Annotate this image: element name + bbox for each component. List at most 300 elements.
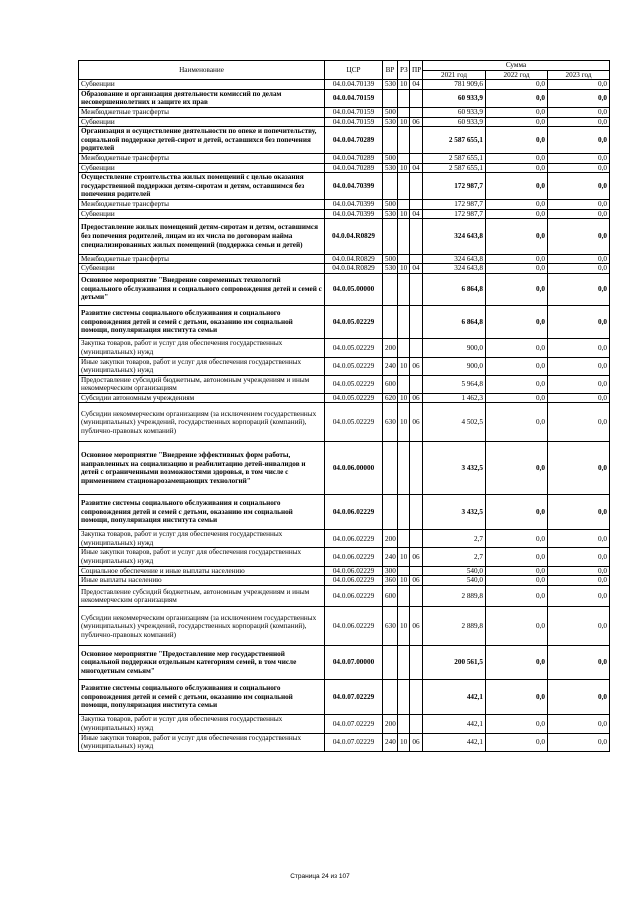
table-row xyxy=(79,530,610,548)
row-sum-2021: 442,1 xyxy=(423,679,486,714)
row-sum-2023: 0,0 xyxy=(548,576,610,586)
row-rz xyxy=(398,375,410,393)
row-sum-2023: 0,0 xyxy=(548,357,610,375)
row-rz xyxy=(398,566,410,576)
row-sum-2023: 0,0 xyxy=(548,715,610,733)
row-csr: 04.0.04.70289 xyxy=(325,127,383,154)
row-csr: 04.0.06.02229 xyxy=(325,530,383,548)
row-sum-2023: 0,0 xyxy=(548,117,610,127)
row-vr: 200 xyxy=(383,530,398,548)
header-csr: ЦСР xyxy=(325,61,383,80)
row-sum-2022: 0,0 xyxy=(486,117,548,127)
row-pr xyxy=(410,219,423,254)
row-sum-2023: 0,0 xyxy=(548,219,610,254)
row-sum-2021: 3 432,5 xyxy=(423,442,486,495)
header-vr: ВР xyxy=(383,61,398,80)
row-vr: 530 xyxy=(383,80,398,90)
header-year-2023: 2023 год xyxy=(548,70,610,80)
row-pr xyxy=(410,646,423,680)
row-rz: 10 xyxy=(398,80,410,90)
row-name: Образование и организация деятельности комиссий по делам несовершеннолетних и защите их прав xyxy=(79,89,325,107)
row-csr: 04.0.05.02229 xyxy=(325,403,383,442)
row-sum-2023: 0,0 xyxy=(548,264,610,274)
table-row xyxy=(79,566,610,576)
row-pr xyxy=(410,153,423,163)
row-rz: 10 xyxy=(398,393,410,403)
row-vr: 620 xyxy=(383,393,398,403)
row-name: Развитие системы социального обслуживания и социального сопровождения детей и семей с детьми, оказанию им социальной помощи, популяризация института семьи xyxy=(79,305,325,339)
row-rz xyxy=(398,219,410,254)
table-row xyxy=(79,219,610,254)
row-name: Межбюджетные трансферты xyxy=(79,199,325,209)
row-sum-2022: 0,0 xyxy=(486,209,548,219)
row-pr xyxy=(410,254,423,264)
row-rz: 10 xyxy=(398,163,410,173)
row-rz xyxy=(398,442,410,495)
row-sum-2023: 0,0 xyxy=(548,305,610,339)
row-sum-2021: 172 987,7 xyxy=(423,209,486,219)
row-sum-2023: 0,0 xyxy=(548,566,610,576)
row-sum-2021: 60 933,9 xyxy=(423,89,486,107)
row-rz xyxy=(398,494,410,529)
row-csr: 04.0.07.02229 xyxy=(325,715,383,733)
row-sum-2022: 0,0 xyxy=(486,89,548,107)
row-rz: 10 xyxy=(398,264,410,274)
row-sum-2022: 0,0 xyxy=(486,646,548,680)
table-row xyxy=(79,607,610,646)
row-sum-2021: 172 987,7 xyxy=(423,199,486,209)
row-name: Межбюджетные трансферты xyxy=(79,254,325,264)
row-rz xyxy=(398,173,410,200)
row-vr xyxy=(383,273,398,305)
row-rz: 10 xyxy=(398,117,410,127)
row-csr: 04.0.04.70399 xyxy=(325,173,383,200)
row-sum-2023: 0,0 xyxy=(548,585,610,607)
row-vr: 500 xyxy=(383,199,398,209)
row-csr: 04.0.07.02229 xyxy=(325,733,383,751)
row-name: Субвенции xyxy=(79,117,325,127)
row-sum-2022: 0,0 xyxy=(486,163,548,173)
row-sum-2021: 540,0 xyxy=(423,566,486,576)
row-rz: 10 xyxy=(398,607,410,646)
row-sum-2022: 0,0 xyxy=(486,127,548,154)
header-sum: Сумма xyxy=(423,61,610,71)
row-vr: 630 xyxy=(383,607,398,646)
row-sum-2023: 0,0 xyxy=(548,646,610,680)
row-vr xyxy=(383,494,398,529)
row-pr xyxy=(410,305,423,339)
table-row xyxy=(79,715,610,733)
row-vr: 600 xyxy=(383,585,398,607)
row-rz: 10 xyxy=(398,209,410,219)
row-sum-2023: 0,0 xyxy=(548,375,610,393)
row-vr: 530 xyxy=(383,209,398,219)
row-sum-2023: 0,0 xyxy=(548,530,610,548)
header-name: Наименование xyxy=(79,61,325,80)
row-rz: 10 xyxy=(398,403,410,442)
row-sum-2021: 2,7 xyxy=(423,548,486,566)
row-vr: 300 xyxy=(383,566,398,576)
row-sum-2023: 0,0 xyxy=(548,89,610,107)
row-sum-2022: 0,0 xyxy=(486,679,548,714)
row-pr xyxy=(410,89,423,107)
row-csr: 04.0.04.R0829 xyxy=(325,254,383,264)
row-sum-2022: 0,0 xyxy=(486,607,548,646)
row-csr: 04.0.06.02229 xyxy=(325,548,383,566)
table-row xyxy=(79,127,610,154)
row-rz xyxy=(398,679,410,714)
row-name: Субвенции xyxy=(79,80,325,90)
table-row xyxy=(79,273,610,305)
row-name: Субсидии автономным учреждениям xyxy=(79,393,325,403)
row-name: Организация и осуществление деятельности по опеке и попечительству, социальной поддержке детей-сирот и детей, оставшихся без попечения родителей xyxy=(79,127,325,154)
row-vr: 530 xyxy=(383,264,398,274)
row-sum-2022: 0,0 xyxy=(486,264,548,274)
row-csr: 04.0.07.02229 xyxy=(325,679,383,714)
row-sum-2023: 0,0 xyxy=(548,153,610,163)
row-sum-2021: 781 909,6 xyxy=(423,80,486,90)
row-sum-2022: 0,0 xyxy=(486,357,548,375)
row-name: Иные закупки товаров, работ и услуг для обеспечения государственных (муниципальных) нужд xyxy=(79,357,325,375)
row-csr: 04.0.05.02229 xyxy=(325,393,383,403)
row-sum-2022: 0,0 xyxy=(486,80,548,90)
row-sum-2023: 0,0 xyxy=(548,173,610,200)
row-sum-2022: 0,0 xyxy=(486,199,548,209)
row-csr: 04.0.05.02229 xyxy=(325,305,383,339)
row-sum-2021: 2 587 655,1 xyxy=(423,153,486,163)
row-rz: 10 xyxy=(398,576,410,586)
row-pr: 06 xyxy=(410,733,423,751)
row-vr xyxy=(383,646,398,680)
table-row xyxy=(79,442,610,495)
row-csr: 04.0.04.70139 xyxy=(325,80,383,90)
row-name: Субвенции xyxy=(79,163,325,173)
row-sum-2023: 0,0 xyxy=(548,80,610,90)
row-vr: 530 xyxy=(383,163,398,173)
row-pr: 06 xyxy=(410,117,423,127)
row-name: Закупка товаров, работ и услуг для обеспечения государственных (муниципальных) нужд xyxy=(79,715,325,733)
table-row xyxy=(79,403,610,442)
row-pr xyxy=(410,442,423,495)
row-name: Закупка товаров, работ и услуг для обеспечения государственных (муниципальных) нужд xyxy=(79,339,325,357)
row-rz xyxy=(398,646,410,680)
row-sum-2023: 0,0 xyxy=(548,494,610,529)
row-sum-2022: 0,0 xyxy=(486,566,548,576)
row-sum-2022: 0,0 xyxy=(486,305,548,339)
row-sum-2021: 2 889,8 xyxy=(423,585,486,607)
row-sum-2023: 0,0 xyxy=(548,733,610,751)
table-row xyxy=(79,305,610,339)
row-sum-2021: 4 502,5 xyxy=(423,403,486,442)
row-vr: 500 xyxy=(383,107,398,117)
row-sum-2022: 0,0 xyxy=(486,530,548,548)
row-sum-2023: 0,0 xyxy=(548,393,610,403)
row-sum-2023: 0,0 xyxy=(548,442,610,495)
row-sum-2021: 900,0 xyxy=(423,339,486,357)
row-rz xyxy=(398,199,410,209)
row-sum-2021: 540,0 xyxy=(423,576,486,586)
row-pr xyxy=(410,107,423,117)
table-row xyxy=(79,264,610,274)
row-name: Субсидии некоммерческим организациям (за исключением государственных (муниципальных) учреждений, государственных корпораций (компаний), публично-правовых компаний) xyxy=(79,403,325,442)
row-sum-2021: 172 987,7 xyxy=(423,173,486,200)
row-csr: 04.0.04.70289 xyxy=(325,163,383,173)
row-sum-2022: 0,0 xyxy=(486,576,548,586)
row-pr xyxy=(410,273,423,305)
row-sum-2021: 2 889,8 xyxy=(423,607,486,646)
row-name: Иные закупки товаров, работ и услуг для обеспечения государственных (муниципальных) нужд xyxy=(79,548,325,566)
row-sum-2023: 0,0 xyxy=(548,107,610,117)
row-sum-2023: 0,0 xyxy=(548,339,610,357)
row-sum-2022: 0,0 xyxy=(486,733,548,751)
table-row xyxy=(79,117,610,127)
table-row xyxy=(79,679,610,714)
row-vr: 240 xyxy=(383,548,398,566)
row-name: Субсидии некоммерческим организациям (за исключением государственных (муниципальных) учреждений, государственных корпораций (компаний), публично-правовых компаний) xyxy=(79,607,325,646)
row-sum-2023: 0,0 xyxy=(548,254,610,264)
row-vr: 360 xyxy=(383,576,398,586)
row-sum-2021: 324 643,8 xyxy=(423,264,486,274)
table-row xyxy=(79,163,610,173)
row-name: Социальное обеспечение и иные выплаты населению xyxy=(79,566,325,576)
row-name: Межбюджетные трансферты xyxy=(79,153,325,163)
row-vr: 600 xyxy=(383,375,398,393)
row-name: Субвенции xyxy=(79,264,325,274)
row-pr: 06 xyxy=(410,607,423,646)
row-sum-2023: 0,0 xyxy=(548,679,610,714)
row-name: Закупка товаров, работ и услуг для обеспечения государственных (муниципальных) нужд xyxy=(79,530,325,548)
row-csr: 04.0.05.00000 xyxy=(325,273,383,305)
row-csr: 04.0.04.70289 xyxy=(325,153,383,163)
table-row xyxy=(79,548,610,566)
row-rz xyxy=(398,305,410,339)
row-sum-2022: 0,0 xyxy=(486,494,548,529)
row-csr: 04.0.04.R0829 xyxy=(325,264,383,274)
table-row xyxy=(79,357,610,375)
row-name: Осуществление строительства жилых помещений с целью оказания государственной поддержки детям-сиротам и детям, оставшимся без попечения родителей xyxy=(79,173,325,200)
row-sum-2021: 60 933,9 xyxy=(423,107,486,117)
table-row xyxy=(79,375,610,393)
row-sum-2022: 0,0 xyxy=(486,273,548,305)
table-row xyxy=(79,254,610,264)
row-sum-2023: 0,0 xyxy=(548,209,610,219)
row-sum-2021: 900,0 xyxy=(423,357,486,375)
table-row xyxy=(79,576,610,586)
row-sum-2022: 0,0 xyxy=(486,585,548,607)
row-sum-2023: 0,0 xyxy=(548,163,610,173)
row-name: Предоставление субсидий бюджетным, автономным учреждениям и иным некоммерческим организациям xyxy=(79,375,325,393)
row-name: Основное мероприятие "Внедрение современных технологий социального обслуживания и социального сопровождения детей и семей с детьми" xyxy=(79,273,325,305)
row-name: Развитие системы социального обслуживания и социального сопровождения детей и семей с детьми, оказанию им социальной помощи, популяризация института семьи xyxy=(79,679,325,714)
row-pr: 04 xyxy=(410,209,423,219)
row-sum-2022: 0,0 xyxy=(486,715,548,733)
row-name: Межбюджетные трансферты xyxy=(79,107,325,117)
table-row xyxy=(79,494,610,529)
row-sum-2021: 442,1 xyxy=(423,733,486,751)
row-pr xyxy=(410,173,423,200)
row-sum-2022: 0,0 xyxy=(486,153,548,163)
row-pr xyxy=(410,339,423,357)
table-row xyxy=(79,646,610,680)
row-csr: 04.0.04.70159 xyxy=(325,117,383,127)
row-pr: 04 xyxy=(410,264,423,274)
row-rz xyxy=(398,530,410,548)
row-vr xyxy=(383,89,398,107)
row-sum-2023: 0,0 xyxy=(548,403,610,442)
table-row xyxy=(79,107,610,117)
row-rz xyxy=(398,127,410,154)
row-vr: 200 xyxy=(383,715,398,733)
budget-table-body xyxy=(79,80,610,752)
table-row xyxy=(79,80,610,90)
row-csr: 04.0.06.00000 xyxy=(325,442,383,495)
row-name: Субвенции xyxy=(79,209,325,219)
row-rz xyxy=(398,273,410,305)
row-pr: 06 xyxy=(410,357,423,375)
row-vr: 630 xyxy=(383,403,398,442)
row-pr xyxy=(410,566,423,576)
row-rz xyxy=(398,153,410,163)
row-sum-2021: 2 587 655,1 xyxy=(423,127,486,154)
row-rz: 10 xyxy=(398,357,410,375)
row-csr: 04.0.06.02229 xyxy=(325,494,383,529)
row-pr xyxy=(410,715,423,733)
row-csr: 04.0.07.00000 xyxy=(325,646,383,680)
row-csr: 04.0.05.02229 xyxy=(325,375,383,393)
row-pr xyxy=(410,585,423,607)
row-pr xyxy=(410,530,423,548)
row-sum-2023: 0,0 xyxy=(548,199,610,209)
row-vr: 530 xyxy=(383,117,398,127)
row-sum-2021: 1 462,3 xyxy=(423,393,486,403)
row-vr: 240 xyxy=(383,357,398,375)
row-sum-2021: 324 643,8 xyxy=(423,254,486,264)
table-row xyxy=(79,89,610,107)
header-pr: ПР xyxy=(410,61,423,80)
row-vr xyxy=(383,127,398,154)
row-sum-2021: 2 587 655,1 xyxy=(423,163,486,173)
row-pr xyxy=(410,375,423,393)
row-vr xyxy=(383,173,398,200)
row-pr: 06 xyxy=(410,393,423,403)
table-row xyxy=(79,153,610,163)
row-csr: 04.0.06.02229 xyxy=(325,576,383,586)
row-rz xyxy=(398,715,410,733)
row-sum-2023: 0,0 xyxy=(548,273,610,305)
row-vr: 240 xyxy=(383,733,398,751)
row-pr xyxy=(410,679,423,714)
row-name: Иные выплаты населению xyxy=(79,576,325,586)
table-row xyxy=(79,209,610,219)
row-rz: 10 xyxy=(398,733,410,751)
table-row xyxy=(79,585,610,607)
row-sum-2021: 6 864,8 xyxy=(423,305,486,339)
row-csr: 04.0.05.02229 xyxy=(325,339,383,357)
row-vr xyxy=(383,679,398,714)
row-rz xyxy=(398,339,410,357)
row-vr xyxy=(383,219,398,254)
row-sum-2021: 2,7 xyxy=(423,530,486,548)
row-rz xyxy=(398,107,410,117)
row-csr: 04.0.06.02229 xyxy=(325,607,383,646)
row-vr: 500 xyxy=(383,153,398,163)
row-pr: 06 xyxy=(410,403,423,442)
table-row xyxy=(79,733,610,751)
row-sum-2022: 0,0 xyxy=(486,107,548,117)
row-vr: 500 xyxy=(383,254,398,264)
row-name: Основное мероприятие "Внедрение эффективных форм работы, направленных на социализацию и реабилитацию детей-инвалидов и детей с ограниченными возможностями здоровья, в том числе с применением стационарозамещающих технологий" xyxy=(79,442,325,495)
row-sum-2022: 0,0 xyxy=(486,548,548,566)
row-vr xyxy=(383,442,398,495)
row-csr: 04.0.05.02229 xyxy=(325,357,383,375)
row-rz xyxy=(398,89,410,107)
row-sum-2021: 3 432,5 xyxy=(423,494,486,529)
row-name: Иные закупки товаров, работ и услуг для обеспечения государственных (муниципальных) нужд xyxy=(79,733,325,751)
row-sum-2021: 60 933,9 xyxy=(423,117,486,127)
row-pr: 04 xyxy=(410,80,423,90)
row-name: Основное мероприятие "Предоставление мер государственной социальной поддержки отдельным категориям семей, в том числе многодетным семьям" xyxy=(79,646,325,680)
table-row xyxy=(79,393,610,403)
header-year-2022: 2022 год xyxy=(486,70,548,80)
row-csr: 04.0.06.02229 xyxy=(325,566,383,576)
row-name: Предоставление жилых помещений детям-сиротам и детям, оставшимся без попечения родителей, лицам из их числа по договорам найма специализированных жилых помещений (поддержка семьи и детей) xyxy=(79,219,325,254)
row-sum-2022: 0,0 xyxy=(486,375,548,393)
row-sum-2021: 200 561,5 xyxy=(423,646,486,680)
row-pr: 06 xyxy=(410,548,423,566)
row-sum-2022: 0,0 xyxy=(486,442,548,495)
row-sum-2022: 0,0 xyxy=(486,254,548,264)
row-rz xyxy=(398,254,410,264)
row-vr xyxy=(383,305,398,339)
page-number: Страница 24 из 107 xyxy=(290,873,350,880)
row-csr: 04.0.04.70159 xyxy=(325,89,383,107)
row-pr: 06 xyxy=(410,576,423,586)
row-sum-2022: 0,0 xyxy=(486,219,548,254)
row-sum-2022: 0,0 xyxy=(486,173,548,200)
row-sum-2023: 0,0 xyxy=(548,127,610,154)
row-name: Предоставление субсидий бюджетным, автономным учреждениям и иным некоммерческим организациям xyxy=(79,585,325,607)
row-sum-2021: 5 964,8 xyxy=(423,375,486,393)
table-row xyxy=(79,339,610,357)
row-sum-2021: 6 864,8 xyxy=(423,273,486,305)
budget-table xyxy=(78,60,610,752)
row-pr xyxy=(410,199,423,209)
row-pr xyxy=(410,127,423,154)
row-csr: 04.0.06.02229 xyxy=(325,585,383,607)
table-row xyxy=(79,199,610,209)
row-pr xyxy=(410,494,423,529)
row-sum-2023: 0,0 xyxy=(548,607,610,646)
row-sum-2022: 0,0 xyxy=(486,403,548,442)
header-year-2021: 2021 год xyxy=(423,70,486,80)
row-pr: 04 xyxy=(410,163,423,173)
row-vr: 200 xyxy=(383,339,398,357)
row-sum-2023: 0,0 xyxy=(548,548,610,566)
row-rz xyxy=(398,585,410,607)
row-sum-2021: 324 643,8 xyxy=(423,219,486,254)
row-rz: 10 xyxy=(398,548,410,566)
row-csr: 04.0.04.R0829 xyxy=(325,219,383,254)
row-csr: 04.0.04.70159 xyxy=(325,107,383,117)
row-sum-2022: 0,0 xyxy=(486,339,548,357)
header-rz: РЗ xyxy=(398,61,410,80)
row-name: Развитие системы социального обслуживания и социального сопровождения детей и семей с детьми, оказанию им социальной помощи, популяризация института семьи xyxy=(79,494,325,529)
row-sum-2021: 442,1 xyxy=(423,715,486,733)
row-csr: 04.0.04.70399 xyxy=(325,209,383,219)
row-csr: 04.0.04.70399 xyxy=(325,199,383,209)
row-sum-2022: 0,0 xyxy=(486,393,548,403)
table-row xyxy=(79,173,610,200)
